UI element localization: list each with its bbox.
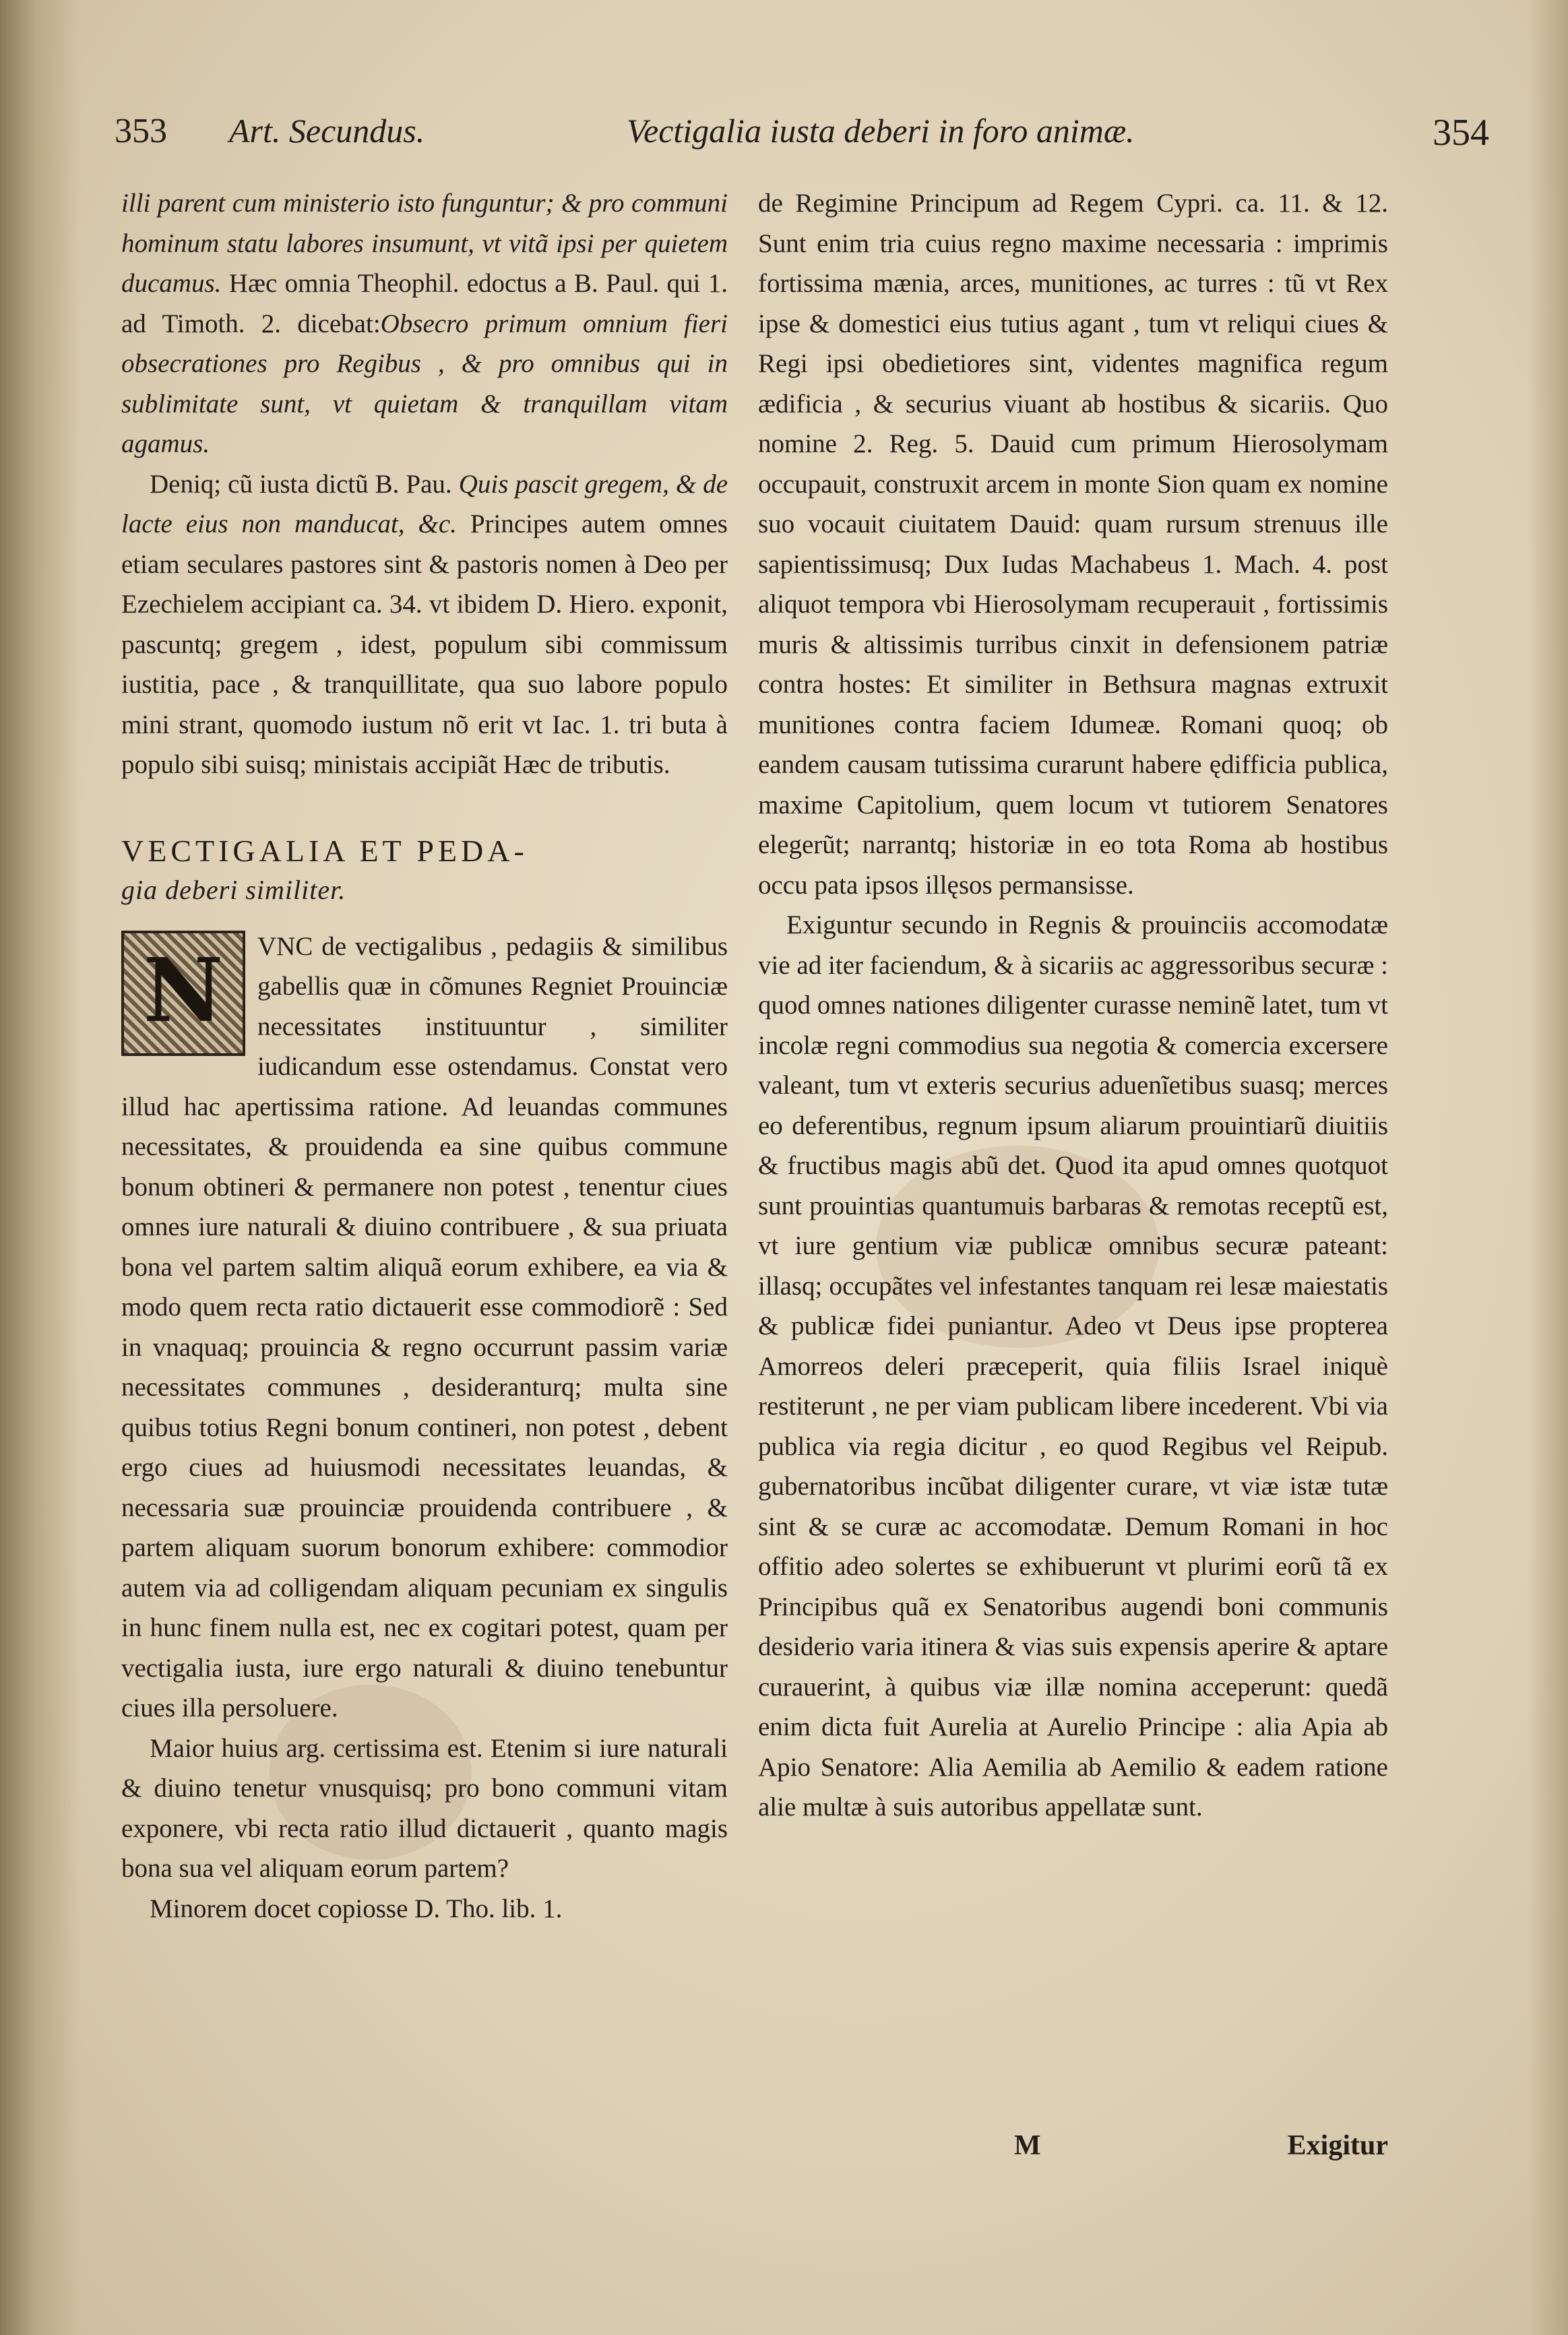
running-title-left: Art. Secundus. <box>229 112 425 150</box>
italic-quote: Obsecro primum omnium fieri obsecrationes pro Regibus , & pro omnibus qui in sublimitate sunt, vt quietam & tranquillam vitam agamus. <box>121 309 728 458</box>
signature-mark: M <box>1014 2130 1041 2161</box>
paragraph: Maior huius arg. certissima est. Etenim si iure naturali & diuino tenetur vnusquisq; pro bono communi vitam exponere, vbi recta ratio illud dictauerit , quanto magis bona sua vel aliquam eorum partem? <box>121 1733 728 1883</box>
paragraph: VNC de vectigalibus , pedagiis & similibus gabellis quæ in cõmunes Regniet Prouinciæ necessitates instituuntur , similiter iudicandum esse ostendamus. Constat vero illud hac apertissima ratione. Ad leuandas communes necessitates, & prouidenda ea sine quibus commune bonum obtineri & permanere non potest , tenentur ciues omnes iure naturali & diuino contribuere , & sua priuata bona vel partem saltim aliquã eorum exhibere, ea via & modo quem recta ratio dictauerit esse commodiorẽ : Sed in vnaquaq; prouincia & regno occurrunt passim variæ necessitates communes , desideranturq; multa sine quibus totius Regni bonum contineri, non potest , debent ergo ciues ad huiusmodi necessitates leuandas, & necessaria suæ prouinciæ prouidenda contribuere , & partem aliquam suorum bonorum exhibere: commodior autem via ad colligendam aliquam pecuniam ex singulis in hunc finem nulla est, nec ex cogitari potest, quam per vectigalia iusta, iure ergo naturali & diuino tenebuntur ciues illa persoluere. <box>121 931 728 1722</box>
paragraph: Exiguntur secundo in Regnis & prouinciis accomodatæ vie ad iter faciendum, & à sicariis ac aggressoribus securæ : quod omnes nationes diligenter curasse neminẽ latet, tum vt incolæ regni commodius sua negotia & comercia excersere valeant, tum vt exteris securius aduenĩetibus suasq; merces eo deferentibus, regnum ipsum aliarum prouintiarũ diuitiis & fructibus magis abũ det. Quod ita apud omnes quotquot sunt prouintias quantumuis barbaras & remotas receptũ est, vt iure gentium viæ publicæ omnibus securæ pateant: illasq; occupãtes vel infestantes tanquam rei lesæ maiestatis & publicæ fidei puniantur. Adeo vt Deus ipse propterea Amorreos deleri præceperit, quia filiis Israel iniquè restiterunt , ne per viam publicam libere incederent. Vbi via publica via regia dicitur , eo quod Regibus vel Reipub. gubernatoribus incũbat diligenter curare, vt viæ istæ tutæ sint & se curæ ac accomodatæ. Demum Romani in hoc offitio adeo solertes se exhibuerunt vt plurimi eorũ tã ex Principibus quã ex Senatoribus augendi boni communis desiderio varia itinera & vias suis expensis aperire & aptare curauerint, à quibus viæ illæ nomina acceperunt: quedã enim dicta fuit Aurelia at Aurelio Principe : alia Apia ab Apio Senatore: Alia Aemilia ab Aemilio & eadem ratione alie multæ à suis autoribus appellatæ sunt. <box>758 910 1388 1822</box>
paragraph: de Regimine Principum ad Regem Cypri. ca. 11. & 12. Sunt enim tria cuius regno maxime necessaria : imprimis fortissima mænia, arces, munitiones, ac turres : tũ vt Rex ipse & domestici eius tutius agant , tum vt reliqui ciues & Regi ipsi obedietiores sint, videntes magnifica regum ædificia , & securius viuant ab hostibus & sicariis. Quo nomine 2. Reg. 5. Dauid cum primum Hierosolymam occupauit, construxit arcem in monte Sion quam ex nomine suo vocauit ciuitatem Dauid: quam rursum strenuus ille sapientissimusq; Dux Iudas Machabeus 1. Mach. 4. post aliquot tempora vbi Hierosolymam recuperauit , fortissimis muris & altissimis turribus cinxit in defensionem patriæ contra hostes: Et similiter in Bethsura magnas extruxit munitiones contra faciem Idumeæ. Romani quoq; ob eandem causam tutissima curarunt habere ędifficia publica, maxime Capitolium, quem locum vt tutiorem Senatores elegerũt; narrantq; historiæ in eo tota Roma ab hostibus occu pata ipsos illęsos permansisse. <box>758 189 1388 900</box>
decorated-initial <box>121 931 245 1056</box>
heading-main: VECTIGALIA ET PEDA- <box>121 833 528 868</box>
paragraph <box>121 464 728 785</box>
roman-text: Deniq; cũ iusta dictũ B. Pau. <box>150 469 452 499</box>
roman-text: Hæc omnia Theophil. edoctus a B. Paul. qui 1. ad Timoth. 2. dicebat: <box>121 269 728 338</box>
italic-text: illi parent cum ministerio isto funguntur; & pro communi hominum statu labores insumunt, vt vitã ipsi per quietem ducamus. <box>121 189 728 298</box>
heading-continuation: gia deberi similiter. <box>121 874 346 905</box>
page-footer <box>758 2129 1388 2177</box>
catchword: Exigitur <box>1287 2130 1388 2161</box>
right-column <box>758 183 1388 1828</box>
page-number-left: 353 <box>115 112 167 150</box>
section-heading <box>121 832 728 909</box>
page-number-right: 354 <box>1433 112 1489 154</box>
section-body <box>121 927 728 1729</box>
paragraph <box>121 183 728 464</box>
page-gutter-shadow <box>0 0 81 2335</box>
italic-quote: Quis pascit gregem, & de lacte eius non manducat, &c. <box>121 469 728 538</box>
running-title-right: Vectigalia iusta deberi in foro animæ. <box>627 112 1135 150</box>
roman-text: Principes autem omnes etiam seculares pastores sint & pastoris nomen à Deo per Ezechielem accipiant ca. 34. vt ibidem D. Hiero. exponit, pascuntq; gregem , idest, populum sibi commissum iustitia, pace , & tranquillitate, qua suo labore populo mini strant, quomodo iustum nõ erit vt Iac. 1. tri buta à populo sibi suisq; ministais accipiãt Hæc de tributis. <box>121 509 728 779</box>
page-edge-shadow <box>1528 0 1568 2335</box>
left-column <box>121 183 728 1929</box>
paragraph: Minorem docet copiosse D. Tho. lib. 1. <box>150 1894 563 1923</box>
running-header <box>115 111 1489 175</box>
initial-letter: N <box>143 938 224 1042</box>
